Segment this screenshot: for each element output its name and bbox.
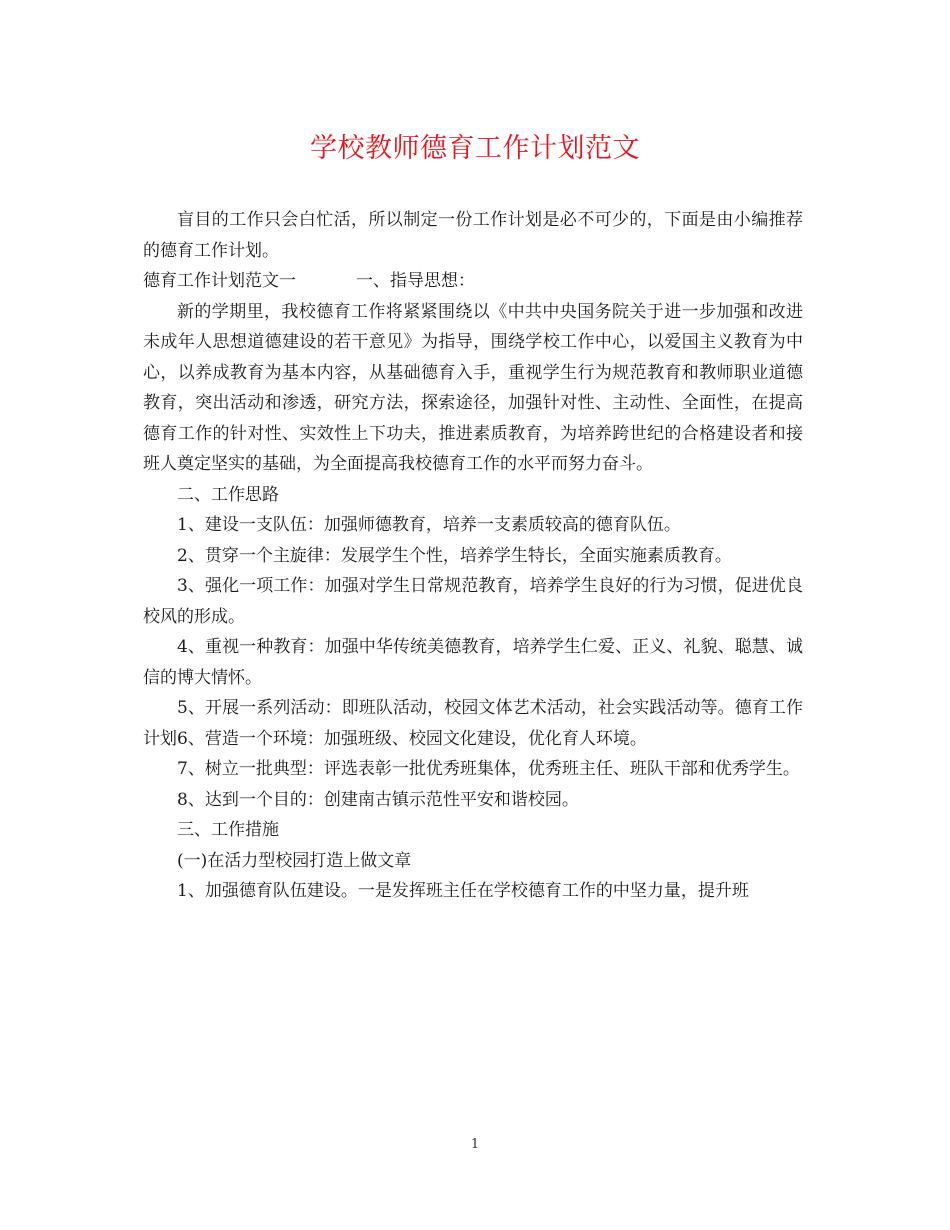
list-item: 1、建设一支队伍：加强师德教育，培养一支素质较高的德育队伍。 — [177, 515, 681, 535]
measure-paragraph: 1、加强德育队伍建设。一是发挥班主任在学校德育工作的中坚力量，提升班 — [177, 881, 749, 901]
list-item: 5、开展一系列活动：即班队活动，校园文体艺术活动，社会实践活动等。德育工作计划6、营造一个环境：加强班级、校园文化建设，优化育人环境。 — [143, 698, 803, 749]
sample-heading-line — [143, 266, 803, 297]
subsection-heading: (一)在活力型校园打造上做文章 — [177, 850, 412, 871]
document-title: 学校教师德育工作计划范文 — [310, 133, 640, 164]
guiding-heading: 一、指导思想： — [356, 271, 475, 291]
list-item: 8、达到一个目的：创建南古镇示范性平安和谐校园。 — [177, 789, 579, 810]
page-number: 1 — [470, 1137, 480, 1152]
list-item: 2、贯穿一个主旋律：发展学生个性，培养学生特长，全面实施素质教育。 — [177, 545, 732, 566]
list-item: 3、强化一项工作：加强对学生日常规范教育，培养学生良好的行为习惯，促进优良校风的形成。 — [143, 576, 803, 627]
section3-heading: 三、工作措施 — [177, 820, 279, 840]
guiding-paragraph: 新的学期里，我校德育工作将紧紧围绕以《中共中央国务院关于进一步加强和改进未成年人思想道德建设的若干意见》为指导，围绕学校工作中心，以爱国主义教育为中心，以养成教育为基本内容，从基础德育入手，重视学生行为规范教育和教师职业道德教育，突出活动和渗透，研究方法，探索途径，加强针对性、主动性、全面性，在提高德育工作的针对性、实效性上下功夫，推进素质教育，为培养跨世纪的合格建设者和接班人奠定坚实的基础，为全面提高我校德育工作的水平而努力奋斗。 — [143, 301, 803, 474]
intro-paragraph: 盲目的工作只会白忙活，所以制定一份工作计划是必不可少的，下面是由小编推荐的德育工作计划。 — [143, 210, 803, 261]
document-body — [143, 205, 803, 907]
sample-label: 德育工作计划范文一 — [143, 271, 296, 291]
list-item: 7、树立一批典型：评选表彰一批优秀班集体，优秀班主任、班队干部和优秀学生。 — [177, 759, 800, 779]
list-item: 4、重视一种教育：加强中华传统美德教育，培养学生仁爱、正义、礼貌、聪慧、诚信的博大情怀。 — [143, 637, 803, 688]
section2-heading: 二、工作思路 — [177, 484, 279, 505]
